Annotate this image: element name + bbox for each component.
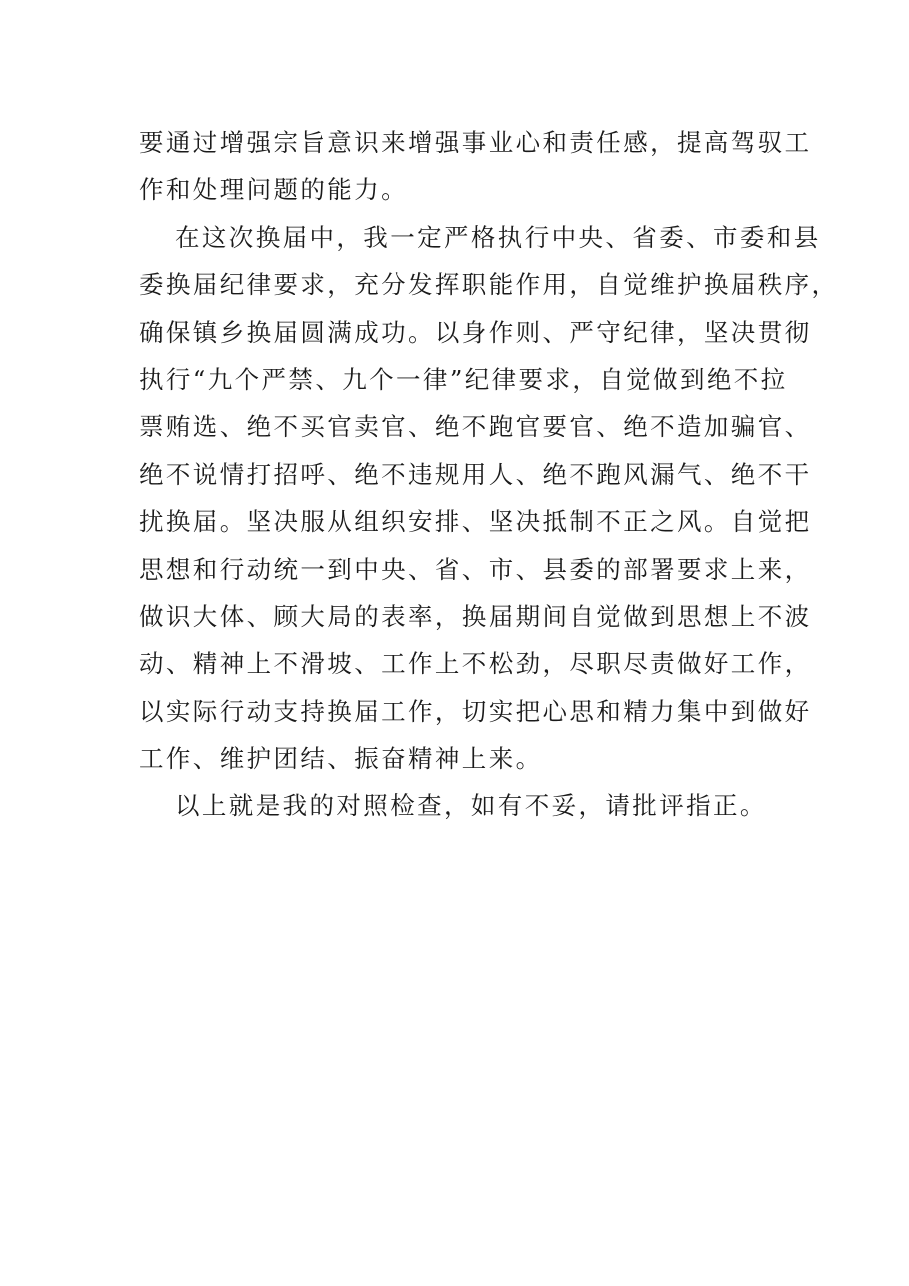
text-line: 执行“九个严禁、九个一律”纪律要求，自觉做到绝不拉	[139, 364, 788, 394]
paragraph-3	[139, 782, 779, 829]
text-line: 工作、维护团结、振奋精神上来。	[139, 744, 543, 774]
text-line: 确保镇乡换届圆满成功。以身作则、严守纪律，坚决贯彻	[139, 317, 812, 347]
text-line: 以上就是我的对照检查，如有不妥，请批评指正。	[175, 791, 767, 821]
text-line: 动、精神上不滑坡、工作上不松劲，尽职尽责做好工作，	[139, 649, 812, 679]
text-line: 委换届纪律要求，充分发挥职能作用，自觉维护换届秩序，	[139, 270, 839, 300]
text-line: 绝不说情打招呼、绝不违规用人、绝不跑风漏气、绝不干	[139, 459, 812, 489]
text-line: 要通过增强宗旨意识来增强事业心和责任感，提高驾驭工	[139, 128, 812, 157]
text-line: 思想和行动统一到中央、省、市、县委的部署要求上来，	[139, 554, 812, 584]
text-line: 作和处理问题的能力。	[139, 175, 408, 205]
paragraph-2	[139, 214, 839, 783]
text-line: 扰换届。坚决服从组织安排、坚决抵制不正之风。自觉把	[139, 507, 812, 537]
paragraph-1	[139, 119, 812, 214]
text-line: 票贿选、绝不买官卖官、绝不跑官要官、绝不造加骗官、	[139, 412, 812, 442]
text-line: 在这次换届中，我一定严格执行中央、省委、市委和县	[175, 222, 821, 252]
document-body	[139, 119, 839, 830]
text-line: 以实际行动支持换届工作，切实把心思和精力集中到做好	[139, 696, 812, 726]
text-line: 做识大体、顾大局的表率，换届期间自觉做到思想上不波	[139, 601, 812, 631]
